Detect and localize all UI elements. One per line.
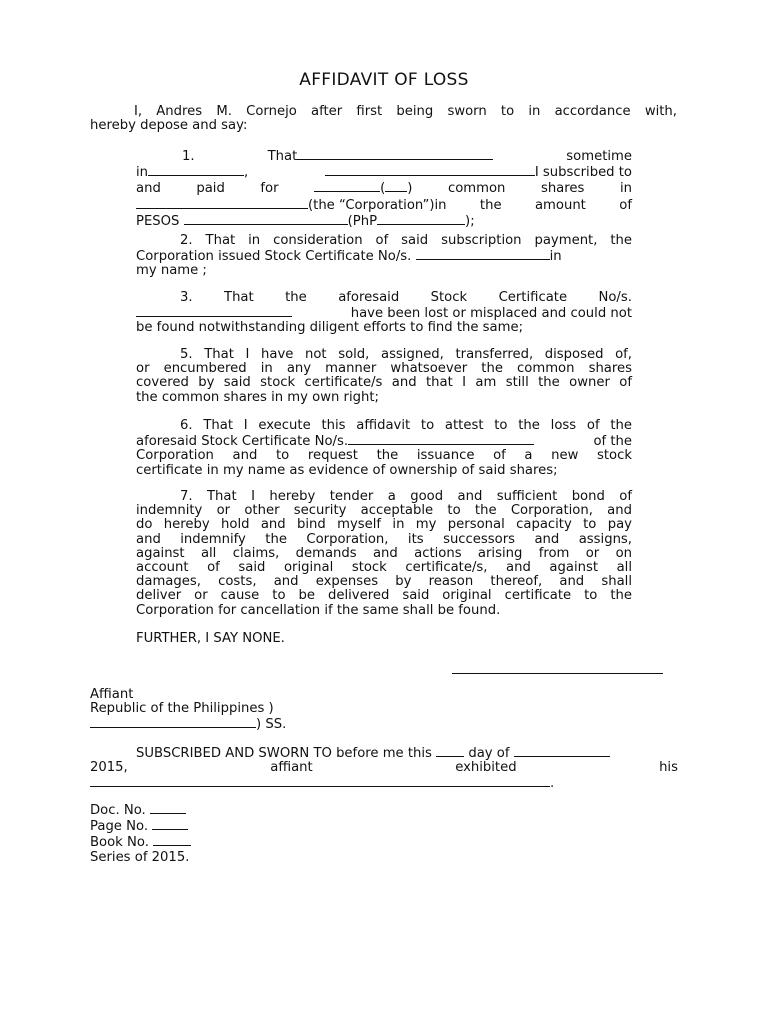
blank-field[interactable] bbox=[436, 745, 464, 757]
blank-field[interactable] bbox=[348, 433, 534, 445]
jurat-line-3: . bbox=[90, 775, 678, 791]
book-no-label: Book No. bbox=[90, 835, 149, 851]
paragraph-7: 7. That I hereby tender a good and sufficient bond of indemnity or other security acceptable to the Corporation, and do hereby hold and bind myself in my personal capacity to pay and indemnify the Corporation, its successors and assigns, against all claims, demands and actions arising from or on account of said original stock certificate/s, and against all damages, costs, and expenses by reason thereof, and shall deliver or cause to be delivered said original certificate to the Corporation for cancellation if the same shall be found. bbox=[136, 489, 632, 618]
blank-field[interactable] bbox=[385, 180, 407, 192]
p3-line-2: have been lost or misplaced and could not bbox=[136, 305, 632, 321]
document-title: AFFIDAVIT OF LOSS bbox=[299, 70, 469, 90]
blank-field[interactable] bbox=[90, 716, 256, 728]
blank-field[interactable] bbox=[416, 248, 550, 260]
affiant-block bbox=[90, 688, 390, 733]
jurat-paragraph bbox=[90, 745, 678, 792]
p1-line-4: (the “Corporation”)in the amount of bbox=[136, 197, 632, 213]
blank-field[interactable] bbox=[150, 802, 186, 814]
p1-line-5: PESOS (PhP ); bbox=[136, 213, 475, 229]
intro-line-1: I, Andres M. Cornejo after first being sworn to in accordance with, bbox=[134, 104, 677, 119]
p1-line-3: and paid for ( ) common shares in bbox=[136, 181, 632, 197]
paragraph-6: 6. That I execute this affidavit to attest to the loss of the aforesaid Stock Certificate No/s. of the Corporation and to request the issuance of a new stock certificate in my name as evidence of ownership of said shares; bbox=[136, 418, 632, 478]
blank-field[interactable] bbox=[136, 305, 292, 317]
p1-line-2: in , I subscribed to bbox=[136, 165, 632, 181]
ss-label: ) SS. bbox=[256, 717, 287, 733]
doc-no-label: Doc. No. bbox=[90, 803, 146, 818]
p3-line-1: 3. That the aforesaid Stock Certificate No/s. bbox=[180, 290, 632, 305]
blank-field[interactable] bbox=[90, 775, 550, 787]
page-no-label: Page No. bbox=[90, 819, 149, 835]
series-label: Series of 2015. bbox=[90, 849, 190, 865]
further-statement: FURTHER, I SAY NONE. bbox=[136, 631, 285, 646]
signature-line[interactable] bbox=[452, 673, 663, 674]
p1-line-1: 1. That sometime bbox=[182, 149, 632, 164]
blank-field[interactable] bbox=[136, 197, 308, 209]
blank-field[interactable] bbox=[377, 213, 465, 225]
jurat-line-1: SUBSCRIBED AND SWORN TO before me this day of bbox=[90, 745, 678, 761]
paragraph-5: 5. That I have not sold, assigned, transferred, disposed of, or encumbered in any manner whatsoever the common shares covered by said stock certificate/s and that I am still the owner of the common shares in my own right; bbox=[136, 347, 632, 405]
blank-field[interactable] bbox=[148, 164, 244, 176]
blank-field[interactable] bbox=[152, 818, 188, 830]
jurat-line-2: 2015, affiant exhibited his bbox=[90, 760, 678, 776]
affiant-label: Affiant bbox=[90, 687, 134, 702]
blank-field[interactable] bbox=[297, 148, 493, 160]
paragraph-3: 3. That the aforesaid Stock Certificate No/s. have been lost or misplaced and could not be found notwithstanding diligent efforts to find the same; bbox=[136, 290, 632, 336]
blank-field[interactable] bbox=[325, 164, 535, 176]
notary-block bbox=[90, 802, 290, 865]
blank-field[interactable] bbox=[314, 180, 380, 192]
paragraph-1 bbox=[136, 148, 632, 229]
blank-field[interactable] bbox=[184, 213, 348, 225]
paragraph-2: 2. That in consideration of said subscription payment, the Corporation issued Stock Certificate No/s. in my name ; bbox=[136, 233, 632, 279]
intro-line-2: hereby depose and say: bbox=[90, 118, 248, 134]
blank-field[interactable] bbox=[514, 745, 610, 757]
intro-paragraph bbox=[90, 105, 677, 133]
blank-field[interactable] bbox=[153, 834, 191, 846]
republic-label: Republic of the Philippines ) bbox=[90, 701, 274, 717]
p6-line-2: aforesaid Stock Certificate No/s. of the bbox=[136, 434, 632, 450]
